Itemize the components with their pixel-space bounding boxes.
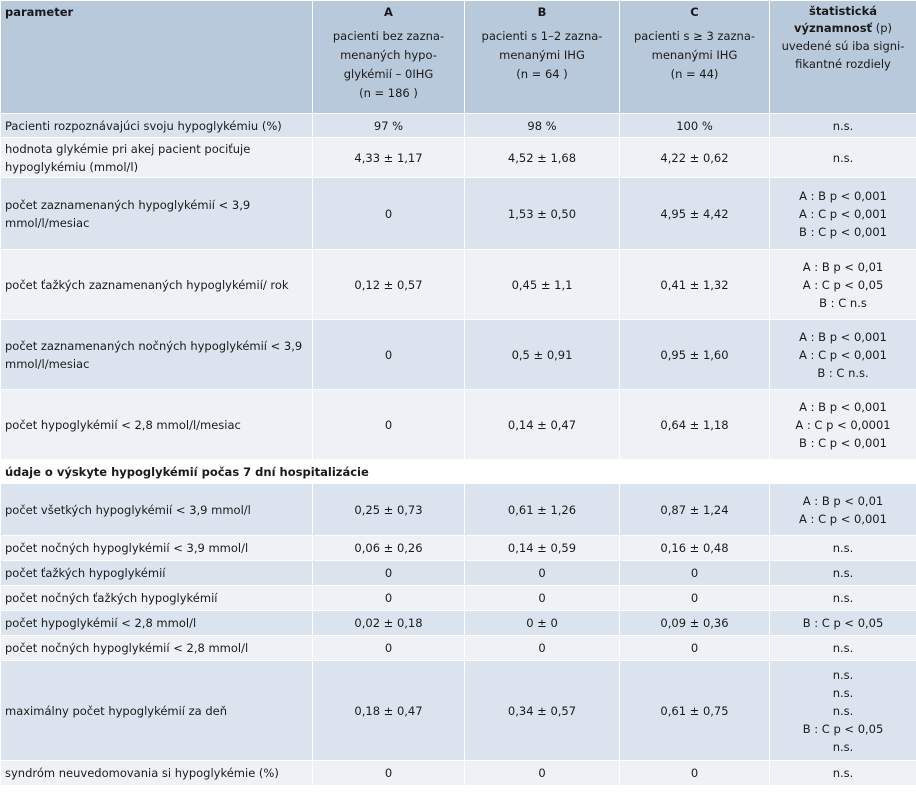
parameter-cell: počet nočných hypoglykémií < 3,9 mmol/l [1,536,313,561]
table-row [1,611,916,636]
group-c-value: 0,64 ± 1,18 [620,390,770,460]
parameter-cell: počet nočných ťažkých hypoglykémií [1,586,313,611]
group-b-value: 0,14 ± 0,59 [465,536,620,561]
section-title: údaje o výskyte hypoglykémií počas 7 dní hospitalizácie [1,460,916,484]
significance-cell [770,661,916,761]
header-row [1,1,916,114]
table-row [1,561,916,586]
parameter-cell: počet nočných hypoglykémií < 2,8 mmol/l [1,636,313,661]
significance-line: n.s. [832,739,854,754]
significance-title: štatistická významnosť (p) [794,4,892,35]
group-b-value: 4,52 ± 1,68 [465,138,620,178]
significance-cell [770,586,916,611]
group-b-value: 0 [465,636,620,661]
group-c-value: 0,16 ± 0,48 [620,536,770,561]
significance-line: A : B p < 0,001 [799,188,887,203]
table-row [1,661,916,761]
parameter-cell: počet hypoglykémií < 2,8 mmol/l [1,611,313,636]
significance-line: n.s. [832,591,854,605]
significance-line: n.s. [832,667,854,682]
group-b-value: 0 [465,561,620,586]
group-c-value: 4,95 ± 4,42 [620,178,770,250]
significance-note: uvedené sú iba signi-fikantné rozdiely [781,39,905,71]
group-b-value: 0,34 ± 0,57 [465,661,620,761]
header-group-a [313,1,465,114]
parameter-cell: počet všetkých hypoglykémií < 3,9 mmol/l [1,484,313,536]
group-c-value: 0 [620,636,770,661]
table-row [1,250,916,320]
group-c-value: 0,61 ± 0,75 [620,661,770,761]
significance-cell [770,178,916,250]
significance-line: n.s. [832,766,854,780]
group-a-value: 0 [313,390,465,460]
significance-cell [770,390,916,460]
group-a-value: 0,25 ± 0,73 [313,484,465,536]
significance-line: n.s. [832,703,854,718]
header-group-c [620,1,770,114]
group-b-letter: B [537,5,547,19]
group-a-value: 0,12 ± 0,57 [313,250,465,320]
significance-cell [770,250,916,320]
table-row [1,320,916,390]
header-group-b [465,1,620,114]
significance-line: B : C p < 0,001 [799,224,887,239]
group-b-value: 0,61 ± 1,26 [465,484,620,536]
significance-line: n.s. [832,541,854,555]
table-row [1,138,916,178]
significance-line: A : C p < 0,001 [799,206,887,221]
significance-line: B : C n.s. [817,365,869,380]
table-row [1,761,916,786]
table-row [1,390,916,460]
group-c-value: 0,95 ± 1,60 [620,320,770,390]
group-b-value: 0,45 ± 1,1 [465,250,620,320]
significance-line: A : B p < 0,001 [799,399,887,414]
significance-line: B : C p < 0,05 [802,616,884,630]
significance-cell [770,561,916,586]
header-parameter: parameter [1,1,313,114]
group-b-value: 0 [465,586,620,611]
group-c-value: 0,41 ± 1,32 [620,250,770,320]
group-c-value: 0,87 ± 1,24 [620,484,770,536]
group-a-value: 0 [313,561,465,586]
group-b-count: (n = 64 ) [516,67,568,81]
group-c-value: 100 % [620,114,770,138]
group-b-value: 0 ± 0 [465,611,620,636]
group-a-value: 0 [313,761,465,786]
significance-cell [770,761,916,786]
significance-cell [770,484,916,536]
significance-cell [770,536,916,561]
parameter-cell: počet ťažkých zaznamenaných hypoglykémií/ rok [1,250,313,320]
significance-line: B : C p < 0,05 [802,721,884,736]
group-c-description: pacienti s ≥ 3 zazna-menanými IHG [633,29,756,62]
group-b-value: 1,53 ± 0,50 [465,178,620,250]
parameter-cell: maximálny počet hypoglykémií za deň [1,661,313,761]
table-row [1,536,916,561]
group-c-value: 0,09 ± 0,36 [620,611,770,636]
significance-cell [770,611,916,636]
parameter-cell: syndróm neuvedomovania si hypoglykémie (%) [1,761,313,786]
group-b-value: 0,14 ± 0,47 [465,390,620,460]
group-a-value: 0 [313,178,465,250]
parameter-cell: počet ťažkých hypoglykémií [1,561,313,586]
group-b-value: 0,5 ± 0,91 [465,320,620,390]
group-b-value: 0 [465,761,620,786]
significance-line: A : C p < 0,001 [799,347,887,362]
significance-line: A : B p < 0,001 [799,329,887,344]
group-a-value: 0 [313,320,465,390]
group-c-count: (n = 44) [670,67,719,81]
parameter-cell: počet hypoglykémií < 2,8 mmol/l/mesiac [1,390,313,460]
significance-line: n.s. [832,118,854,133]
group-a-letter: A [384,5,393,19]
group-a-description: pacienti bez zazna-menaných hypo-glykémií – 0IHG [332,29,445,81]
group-c-letter: C [690,5,699,19]
significance-cell [770,138,916,178]
group-a-value: 4,33 ± 1,17 [313,138,465,178]
group-a-count: (n = 186 ) [359,86,418,100]
group-a-value: 0,18 ± 0,47 [313,661,465,761]
section-row [1,460,916,484]
table-row [1,484,916,536]
significance-line: n.s. [832,150,854,165]
table-row [1,114,916,138]
group-a-value: 0,06 ± 0,26 [313,536,465,561]
significance-line: A : B p < 0,01 [802,493,884,508]
table-row [1,586,916,611]
group-c-value: 4,22 ± 0,62 [620,138,770,178]
group-b-value: 98 % [465,114,620,138]
significance-line: B : C n.s [819,295,867,310]
group-a-value: 0,02 ± 0,18 [313,611,465,636]
significance-line: n.s. [832,566,854,580]
group-b-description: pacienti s 1–2 zazna-menanými IHG [481,29,603,62]
group-c-value: 0 [620,586,770,611]
parameter-cell: počet zaznamenaných nočných hypoglykémií < 3,9 mmol/l/mesiac [1,320,313,390]
table-row [1,636,916,661]
group-c-value: 0 [620,761,770,786]
table-row [1,178,916,250]
parameter-cell: Pacienti rozpoznávajúci svoju hypoglykémiu (%) [1,114,313,138]
significance-line: A : B p < 0,01 [802,259,884,274]
significance-line: n.s. [832,641,854,655]
significance-cell [770,114,916,138]
significance-line: B : C p < 0,001 [799,435,887,450]
header-significance [770,1,916,114]
significance-line: A : C p < 0,001 [799,511,887,526]
group-a-value: 0 [313,636,465,661]
parameter-cell: hodnota glykémie pri akej pacient pociťuje hypoglykémiu (mmol/l) [1,138,313,178]
significance-cell [770,320,916,390]
group-a-value: 97 % [313,114,465,138]
parameter-cell: počet zaznamenaných hypoglykémií < 3,9 mmol/l/mesiac [1,178,313,250]
significance-cell [770,636,916,661]
group-c-value: 0 [620,561,770,586]
group-a-value: 0 [313,586,465,611]
significance-line: n.s. [832,685,854,700]
significance-line: A : C p < 0,0001 [795,417,891,432]
significance-line: A : C p < 0,05 [802,277,884,292]
